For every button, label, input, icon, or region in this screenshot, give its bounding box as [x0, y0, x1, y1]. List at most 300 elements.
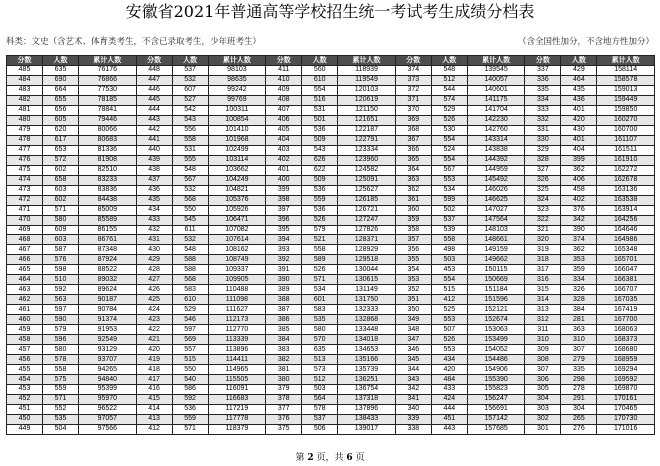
table-cell: 364: [395, 165, 431, 175]
table-cell: 429: [136, 255, 172, 265]
table-cell: 138433: [338, 414, 396, 424]
table-cell: 559: [43, 385, 79, 395]
table-cell: 545: [172, 215, 208, 225]
table-row: [7, 255, 655, 265]
table-cell: 420: [431, 365, 467, 375]
table-cell: 94840: [79, 375, 137, 385]
bonus-points-note: （含全国性加分，不含地方性加分）: [517, 37, 654, 47]
table-cell: 150115: [467, 265, 525, 275]
table-cell: 404: [266, 135, 302, 145]
table-row: [7, 175, 655, 185]
column-header: 分数: [525, 56, 561, 66]
table-cell: 80066: [79, 125, 137, 135]
table-cell: 481: [7, 105, 43, 115]
table-cell: 82510: [79, 165, 137, 175]
table-cell: 120103: [338, 85, 396, 95]
score-distribution-table: [6, 55, 655, 435]
table-cell: 398: [266, 195, 302, 205]
table-cell: 536: [302, 125, 338, 135]
table-cell: 450: [7, 414, 43, 424]
table-cell: 368: [395, 125, 431, 135]
table-cell: 110488: [208, 285, 266, 295]
table-cell: 116091: [208, 385, 266, 395]
table-cell: 323: [525, 205, 561, 215]
table-cell: 127247: [338, 215, 396, 225]
table-cell: 167700: [597, 315, 655, 325]
table-cell: 304: [561, 404, 597, 414]
table-cell: 546: [172, 315, 208, 325]
table-cell: 306: [525, 375, 561, 385]
table-cell: 128371: [338, 235, 396, 245]
table-row: [7, 375, 655, 385]
table-cell: 362: [561, 165, 597, 175]
table-cell: 458: [7, 335, 43, 345]
table-cell: 537: [302, 414, 338, 424]
table-cell: 345: [395, 355, 431, 365]
table-cell: 111098: [208, 295, 266, 305]
table-cell: 113896: [208, 345, 266, 355]
table-cell: 456: [7, 355, 43, 365]
table-cell: 435: [136, 195, 172, 205]
table-cell: 387: [266, 305, 302, 315]
table-cell: 592: [172, 394, 208, 404]
table-cell: 326: [525, 175, 561, 185]
table-cell: 125091: [338, 175, 396, 185]
table-cell: 76866: [79, 75, 137, 85]
table-cell: 532: [172, 235, 208, 245]
table-cell: 571: [172, 424, 208, 434]
table-cell: 151184: [467, 285, 525, 295]
table-cell: 597: [43, 305, 79, 315]
table-row: [7, 295, 655, 305]
table-cell: 465: [7, 265, 43, 275]
table-cell: 363: [561, 325, 597, 335]
table-cell: 394: [266, 235, 302, 245]
table-cell: 134018: [338, 335, 396, 345]
table-cell: 142760: [467, 125, 525, 135]
table-cell: 339: [395, 414, 431, 424]
table-cell: 119549: [338, 75, 396, 85]
table-cell: 104821: [208, 185, 266, 195]
table-cell: 328: [561, 295, 597, 305]
table-cell: 165701: [597, 255, 655, 265]
table-cell: 105926: [208, 205, 266, 215]
table-cell: 369: [395, 115, 431, 125]
table-cell: 112173: [208, 315, 266, 325]
table-cell: 433: [431, 385, 467, 395]
table-cell: 575: [43, 375, 79, 385]
table-cell: 157685: [467, 424, 525, 434]
column-header: 累计人数: [338, 56, 396, 66]
table-cell: 384: [561, 305, 597, 315]
table-cell: 446: [136, 85, 172, 95]
table-cell: 128929: [338, 245, 396, 255]
table-cell: 571: [302, 275, 338, 285]
table-cell: 281: [561, 315, 597, 325]
table-cell: 498: [431, 245, 467, 255]
table-cell: 503: [302, 385, 338, 395]
table-cell: 76176: [79, 66, 137, 76]
table-cell: 115505: [208, 375, 266, 385]
table-cell: 560: [302, 66, 338, 76]
table-cell: 265: [561, 414, 597, 424]
table-cell: 93707: [79, 355, 137, 365]
table-cell: 85009: [79, 205, 137, 215]
table-cell: 279: [561, 355, 597, 365]
table-cell: 304: [525, 394, 561, 404]
table-cell: 558: [302, 245, 338, 255]
table-cell: 343: [395, 375, 431, 385]
table-cell: 168680: [597, 345, 655, 355]
table-cell: 137318: [338, 394, 396, 404]
table-cell: 116683: [208, 394, 266, 404]
table-cell: 457: [7, 345, 43, 355]
table-cell: 458: [561, 185, 597, 195]
table-cell: 559: [302, 195, 338, 205]
table-cell: 535: [302, 315, 338, 325]
table-cell: 308: [525, 355, 561, 365]
table-cell: 139017: [338, 424, 396, 434]
table-cell: 307: [525, 365, 561, 375]
table-cell: 626: [302, 155, 338, 165]
table-row: [7, 335, 655, 345]
table-cell: 516: [302, 95, 338, 105]
table-cell: 171016: [597, 424, 655, 434]
table-cell: 424: [136, 305, 172, 315]
table-cell: 355: [395, 255, 431, 265]
table-cell: 86761: [79, 235, 137, 245]
table-cell: 315: [525, 285, 561, 295]
table-cell: 553: [431, 175, 467, 185]
table-row: [7, 305, 655, 315]
table-cell: 419: [136, 355, 172, 365]
column-header: 人数: [172, 56, 208, 66]
table-cell: 413: [136, 414, 172, 424]
table-cell: 91374: [79, 315, 137, 325]
table-cell: 526: [431, 115, 467, 125]
page-footer: [0, 452, 660, 464]
table-cell: 477: [7, 145, 43, 155]
table-cell: 165348: [597, 245, 655, 255]
table-cell: 586: [172, 385, 208, 395]
table-cell: 144392: [467, 155, 525, 165]
table-cell: 148103: [467, 225, 525, 235]
table-cell: 144959: [467, 165, 525, 175]
table-cell: 449: [7, 424, 43, 434]
table-cell: 164256: [597, 215, 655, 225]
table-cell: 443: [431, 424, 467, 434]
table-cell: 471: [7, 205, 43, 215]
table-cell: 406: [266, 115, 302, 125]
table-cell: 390: [561, 225, 597, 235]
table-cell: 602: [43, 165, 79, 175]
table-row: [7, 325, 655, 335]
table-cell: 159449: [597, 95, 655, 105]
table-cell: 506: [302, 424, 338, 434]
table-cell: 440: [136, 145, 172, 155]
table-cell: 392: [266, 255, 302, 265]
table-cell: 532: [172, 185, 208, 195]
table-cell: 542: [172, 105, 208, 115]
table-cell: 527: [172, 95, 208, 105]
table-cell: 435: [561, 85, 597, 95]
table-cell: 611: [172, 225, 208, 235]
table-cell: 77530: [79, 85, 137, 95]
table-cell: 163914: [597, 205, 655, 215]
table-cell: 108749: [208, 255, 266, 265]
table-cell: 347: [395, 335, 431, 345]
table-cell: 411: [266, 66, 302, 76]
table-cell: 91953: [79, 325, 137, 335]
table-cell: 154486: [467, 355, 525, 365]
table-cell: 539: [431, 225, 467, 235]
table-cell: 388: [266, 295, 302, 305]
table-cell: 401: [561, 105, 597, 115]
table-cell: 109337: [208, 265, 266, 275]
table-cell: 563: [43, 295, 79, 305]
table-cell: 334: [525, 95, 561, 105]
table-cell: 377: [266, 404, 302, 414]
table-row: [7, 265, 655, 275]
table-cell: 141704: [467, 105, 525, 115]
table-cell: 452: [7, 394, 43, 404]
table-cell: 655: [43, 95, 79, 105]
table-cell: 301: [525, 424, 561, 434]
table-cell: 107614: [208, 235, 266, 245]
table-cell: 442: [136, 125, 172, 135]
table-cell: 140601: [467, 85, 525, 95]
table-cell: 543: [302, 145, 338, 155]
table-cell: 132333: [338, 305, 396, 315]
table-cell: 278: [561, 385, 597, 395]
table-cell: 114965: [208, 365, 266, 375]
table-cell: 374: [395, 66, 431, 76]
table-cell: 338: [395, 424, 431, 434]
table-cell: 170730: [597, 414, 655, 424]
table-cell: 548: [172, 245, 208, 255]
table-cell: 96522: [79, 404, 137, 414]
table-cell: 410: [266, 75, 302, 85]
table-cell: 395: [266, 225, 302, 235]
table-cell: 153063: [467, 325, 525, 335]
table-cell: 434: [431, 355, 467, 365]
table-row: [7, 75, 655, 85]
table-cell: 120619: [338, 95, 396, 105]
table-cell: 501: [302, 115, 338, 125]
table-cell: 554: [302, 85, 338, 95]
table-cell: 131149: [338, 285, 396, 295]
table-cell: 540: [172, 375, 208, 385]
table-cell: 169294: [597, 365, 655, 375]
table-cell: 166707: [597, 285, 655, 295]
column-header: 人数: [431, 56, 467, 66]
table-cell: 325: [525, 185, 561, 195]
table-cell: 571: [43, 394, 79, 404]
table-cell: 353: [395, 275, 431, 285]
table-cell: 316: [525, 275, 561, 285]
table-cell: 99769: [208, 95, 266, 105]
table-row: [7, 165, 655, 175]
table-cell: 155823: [467, 385, 525, 395]
table-row: [7, 135, 655, 145]
table-cell: 101410: [208, 125, 266, 135]
column-header: 人数: [43, 56, 79, 66]
table-cell: 531: [172, 145, 208, 155]
table-cell: 564: [302, 394, 338, 404]
table-cell: 156691: [467, 404, 525, 414]
table-cell: 100854: [208, 115, 266, 125]
table-cell: 474: [7, 175, 43, 185]
subtitle-bar: [6, 36, 654, 48]
table-cell: 140057: [467, 75, 525, 85]
table-cell: 135739: [338, 365, 396, 375]
table-cell: 170161: [597, 394, 655, 404]
table-cell: 334: [561, 275, 597, 285]
table-cell: 438: [136, 165, 172, 175]
table-cell: 475: [7, 165, 43, 175]
table-cell: 121150: [338, 105, 396, 115]
table-cell: 132868: [338, 315, 396, 325]
table-cell: 356: [395, 245, 431, 255]
table-cell: 521: [302, 235, 338, 245]
table-cell: 321: [525, 225, 561, 235]
table-row: [7, 385, 655, 395]
table-cell: 118939: [338, 66, 396, 76]
table-cell: 86155: [79, 225, 137, 235]
table-row: [7, 394, 655, 404]
table-cell: 525: [431, 305, 467, 315]
table-cell: 441: [136, 135, 172, 145]
column-header: 人数: [561, 56, 597, 66]
table-cell: 598: [43, 265, 79, 275]
table-cell: 554: [431, 135, 467, 145]
table-cell: 78841: [79, 105, 137, 115]
table-cell: 376: [561, 205, 597, 215]
table-cell: 576: [43, 255, 79, 265]
table-cell: 385: [266, 325, 302, 335]
table-cell: 374: [561, 235, 597, 245]
table-cell: 309: [525, 345, 561, 355]
table-cell: 131750: [338, 295, 396, 305]
column-header: 分数: [266, 56, 302, 66]
table-cell: 160700: [597, 125, 655, 135]
table-cell: 109905: [208, 275, 266, 285]
table-cell: 558: [43, 365, 79, 375]
table-cell: 386: [266, 315, 302, 325]
table-cell: 331: [525, 125, 561, 135]
table-cell: 111627: [208, 305, 266, 315]
table-cell: 426: [136, 285, 172, 295]
table-cell: 664: [43, 85, 79, 95]
table-cell: 154052: [467, 345, 525, 355]
table-cell: 145492: [467, 175, 525, 185]
table-cell: 569: [172, 335, 208, 345]
table-cell: 532: [172, 75, 208, 85]
table-cell: 389: [266, 285, 302, 295]
table-cell: 382: [266, 355, 302, 365]
table-cell: 473: [7, 185, 43, 195]
table-cell: 601: [302, 295, 338, 305]
table-cell: 348: [395, 325, 431, 335]
table-cell: 479: [7, 125, 43, 135]
table-cell: 340: [395, 404, 431, 414]
table-cell: 322: [525, 215, 561, 225]
table-cell: 81908: [79, 155, 137, 165]
table-cell: 536: [172, 404, 208, 414]
table-cell: 480: [7, 115, 43, 125]
table-cell: 370: [395, 105, 431, 115]
table-cell: 133448: [338, 325, 396, 335]
table-cell: 550: [172, 365, 208, 375]
table-cell: 313: [525, 305, 561, 315]
table-cell: 147564: [467, 215, 525, 225]
table-cell: 302: [525, 414, 561, 424]
table-cell: 476: [7, 155, 43, 165]
table-cell: 455: [7, 365, 43, 375]
table-cell: 159850: [597, 105, 655, 115]
table-cell: 360: [395, 205, 431, 215]
table-cell: 324: [525, 195, 561, 205]
table-cell: 122791: [338, 135, 396, 145]
table-cell: 349: [395, 315, 431, 325]
table-row: [7, 225, 655, 235]
table-cell: 117219: [208, 404, 266, 414]
table-cell: 526: [302, 265, 338, 275]
table-cell: 134653: [338, 345, 396, 355]
table-cell: 353: [561, 255, 597, 265]
table-cell: 537: [431, 215, 467, 225]
page-title: 安徽省2021年普通高等学校招生统一考试考生成绩分档表: [125, 2, 535, 21]
table-cell: 164646: [597, 225, 655, 235]
table-cell: 337: [525, 66, 561, 76]
table-cell: 155390: [467, 375, 525, 385]
table-cell: 310: [561, 335, 597, 345]
table-cell: 605: [43, 115, 79, 125]
table-cell: 97057: [79, 414, 137, 424]
table-cell: 359: [395, 215, 431, 225]
table-cell: 160270: [597, 115, 655, 125]
table-cell: 583: [302, 305, 338, 315]
table-cell: 170465: [597, 404, 655, 414]
table-cell: 123334: [338, 145, 396, 155]
table-cell: 447: [136, 75, 172, 85]
table-cell: 320: [525, 235, 561, 245]
table-cell: 526: [431, 335, 467, 345]
table-cell: 597: [172, 325, 208, 335]
table-cell: 504: [43, 424, 79, 434]
table-cell: 336: [525, 75, 561, 85]
table-cell: 378: [266, 394, 302, 404]
table-cell: 420: [561, 115, 597, 125]
table-cell: 573: [302, 365, 338, 375]
table-cell: 572: [43, 155, 79, 165]
table-cell: 453: [7, 385, 43, 395]
table-cell: 502: [431, 205, 467, 215]
table-cell: 558: [172, 135, 208, 145]
table-cell: 80683: [79, 135, 137, 145]
table-cell: 567: [431, 165, 467, 175]
table-cell: 156247: [467, 394, 525, 404]
table-cell: 592: [43, 285, 79, 295]
table-cell: 509: [302, 175, 338, 185]
table-cell: 87348: [79, 245, 137, 255]
table-cell: 159013: [597, 85, 655, 95]
table-cell: 635: [302, 345, 338, 355]
table-cell: 375: [266, 424, 302, 434]
table-cell: 100311: [208, 105, 266, 115]
table-cell: 423: [136, 315, 172, 325]
footer-suffix: 页: [352, 453, 365, 463]
